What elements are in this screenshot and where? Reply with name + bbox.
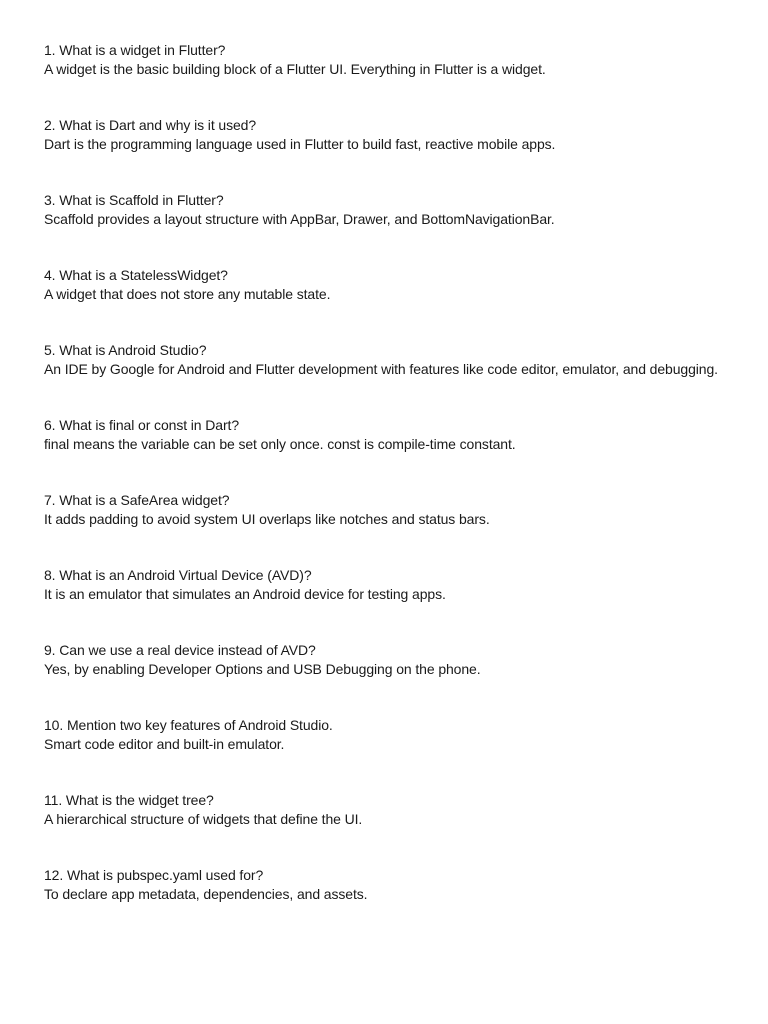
- qa-item-11: [44, 791, 724, 829]
- qa-item-6: [44, 416, 724, 454]
- qa-item-5: [44, 341, 724, 379]
- qa-item-12: [44, 866, 724, 904]
- question-9: 9. Can we use a real device instead of AVD?: [44, 642, 316, 658]
- answer-3: Scaffold provides a layout structure with AppBar, Drawer, and BottomNavigationBar.: [44, 211, 555, 227]
- question-8: 8. What is an Android Virtual Device (AVD)?: [44, 567, 312, 583]
- qa-item-7: [44, 491, 724, 529]
- answer-2: Dart is the programming language used in Flutter to build fast, reactive mobile apps.: [44, 136, 556, 152]
- question-4: 4. What is a StatelessWidget?: [44, 267, 228, 283]
- question-5: 5. What is Android Studio?: [44, 342, 207, 358]
- question-12: 12. What is pubspec.yaml used for?: [44, 867, 264, 883]
- answer-12: To declare app metadata, dependencies, and assets.: [44, 886, 368, 902]
- qa-item-3: [44, 191, 724, 229]
- qa-item-10: [44, 716, 724, 754]
- qa-list: [44, 41, 724, 941]
- answer-10: Smart code editor and built-in emulator.: [44, 736, 285, 752]
- question-3: 3. What is Scaffold in Flutter?: [44, 192, 224, 208]
- question-2: 2. What is Dart and why is it used?: [44, 117, 257, 133]
- qa-item-1: [44, 41, 724, 79]
- qa-item-9: [44, 641, 724, 679]
- question-7: 7. What is a SafeArea widget?: [44, 492, 230, 508]
- answer-7: It adds padding to avoid system UI overlaps like notches and status bars.: [44, 511, 490, 527]
- qa-item-2: [44, 116, 724, 154]
- answer-4: A widget that does not store any mutable state.: [44, 286, 331, 302]
- qa-item-8: [44, 566, 724, 604]
- answer-8: It is an emulator that simulates an Android device for testing apps.: [44, 586, 446, 602]
- question-6: 6. What is final or const in Dart?: [44, 417, 240, 433]
- question-11: 11. What is the widget tree?: [44, 792, 214, 808]
- answer-11: A hierarchical structure of widgets that define the UI.: [44, 811, 363, 827]
- answer-5: An IDE by Google for Android and Flutter development with features like code editor, emulator, and debugging.: [44, 361, 718, 377]
- qa-item-4: [44, 266, 724, 304]
- question-10: 10. Mention two key features of Android Studio.: [44, 717, 333, 733]
- question-1: 1. What is a widget in Flutter?: [44, 42, 226, 58]
- answer-9: Yes, by enabling Developer Options and USB Debugging on the phone.: [44, 661, 481, 677]
- answer-6: final means the variable can be set only once. const is compile-time constant.: [44, 436, 516, 452]
- answer-1: A widget is the basic building block of a Flutter UI. Everything in Flutter is a widget.: [44, 61, 546, 77]
